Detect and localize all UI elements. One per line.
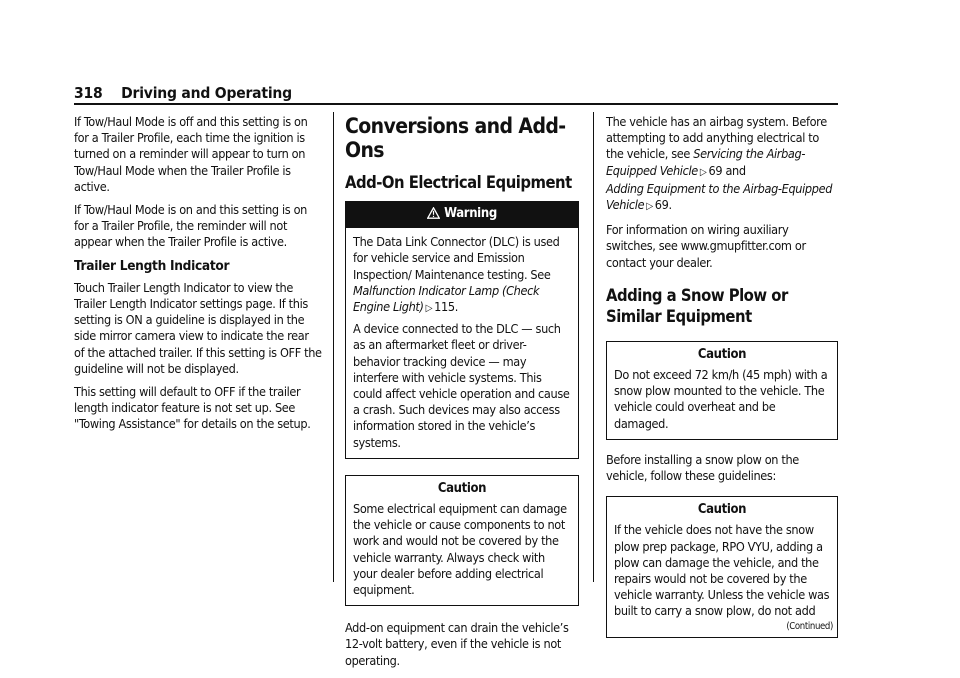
subsection-heading: Add-On Electrical Equipment	[345, 173, 572, 192]
page-reference-arrow-icon: ▷	[425, 303, 433, 315]
column-divider-1	[333, 112, 334, 582]
warning-text-2: A device connected to the DLC — such as an aftermarket fleet or driver-behavior tracking device — may interfere with vehicle systems. This could affect vehicle operation and cause a crash. Such devices may also access information stored in the vehicle’s systems.	[353, 321, 570, 450]
caution-header: Caution	[697, 502, 747, 518]
caution-box	[345, 475, 579, 606]
caution-header: Caution	[437, 480, 487, 496]
section-title: Driving and Operating	[121, 84, 292, 102]
caution-box	[606, 496, 838, 638]
paragraph: Touch Trailer Length Indicator to view the Trailer Length Indicator settings page. If this setting is ON a guideline is displayed in the side mirror camera view to indicate the rear of the attached trailer. If this setting is OFF the guideline will not be displayed.	[74, 279, 322, 376]
page-ref[interactable]: 69	[654, 197, 669, 213]
caution-text: Do not exceed 72 km/h (45 mph) with a snow plow mounted to the vehicle. The vehicle could overheat and be damaged.	[614, 367, 828, 431]
warning-box	[345, 201, 579, 459]
warning-triangle-icon	[427, 207, 440, 224]
subheading-trailer-length-indicator: Trailer Length Indicator	[74, 257, 230, 274]
page-number: 318	[74, 84, 103, 102]
warning-label: Warning	[444, 206, 497, 221]
column-2	[345, 114, 579, 676]
paragraph: Add-on equipment can drain the vehicle’s 12-volt battery, even if the vehicle is not operating.	[345, 620, 569, 668]
warning-text: The Data Link Connector (DLC) is used for vehicle service and Emission Inspection/ Maintenance testing. See Malfunction Indicator Lamp (Check Engine Light) ▷ 115.	[353, 234, 571, 317]
warning-header	[346, 202, 578, 228]
continued-label: (Continued)	[786, 620, 833, 632]
page-reference-arrow-icon: ▷	[646, 201, 653, 213]
page-header	[74, 84, 292, 102]
subsection-heading: Adding a Snow Plow or Similar Equipment	[606, 285, 788, 326]
paragraph: For information on wiring auxiliary switches, see www.gmupfitter.com or contact your dealer.	[606, 222, 806, 270]
caution-text: Some electrical equipment can damage the vehicle or cause components to not work and would not be covered by the vehicle warranty. Always check with your dealer before adding electrical equipment.	[353, 501, 567, 598]
header-rule	[74, 103, 838, 105]
link-malfunction-indicator-lamp[interactable]: Malfunction Indicator Lamp (Check Engine Light)	[353, 282, 540, 315]
paragraph: This setting will default to OFF if the trailer length indicator feature is not set up. See "Towing Assistance" for details on the setup.	[74, 384, 311, 432]
paragraph: If Tow/Haul Mode is on and this setting is on for a Trailer Profile, the reminder will not appear when the Trailer Profile is active.	[74, 202, 308, 250]
column-1	[74, 114, 322, 440]
paragraph: Before installing a snow plow on the vehicle, follow these guidelines:	[606, 451, 799, 484]
column-3	[606, 114, 838, 648]
link-servicing-airbag-vehicle[interactable]: Servicing the Airbag-Equipped Vehicle	[606, 146, 806, 178]
caution-box	[606, 341, 838, 440]
page-ref[interactable]: 69	[708, 162, 723, 178]
section-heading: Conversions and Add-Ons	[345, 114, 566, 162]
caution-text: If the vehicle does not have the snow plow prep package, RPO VYU, adding a plow can damage the vehicle, and the repairs would not be covered by the vehicle warranty. Unless the vehicle was built to carry a snow plow, do not add	[614, 522, 830, 619]
link-adding-equipment-airbag-vehicle[interactable]: Adding Equipment to the Airbag-Equipped Vehicle	[606, 180, 833, 213]
paragraph-airbag: The vehicle has an airbag system. Before attempting to add anything electrical to the vehicle, see Servicing the Airbag-Equipped Vehicle ▷ 69 and Adding Equipment to the Airbag-Equipped Vehicle ▷ 69.	[606, 114, 838, 215]
page-ref[interactable]: 115	[434, 299, 455, 315]
caution-header: Caution	[697, 346, 747, 362]
column-divider-2	[593, 112, 594, 582]
paragraph: If Tow/Haul Mode is off and this setting is on for a Trailer Profile, each time the ignition is turned on a reminder will appear to turn on Tow/Haul Mode when the Trailer Profile is active.	[74, 114, 308, 194]
page-reference-arrow-icon: ▷	[699, 166, 707, 178]
